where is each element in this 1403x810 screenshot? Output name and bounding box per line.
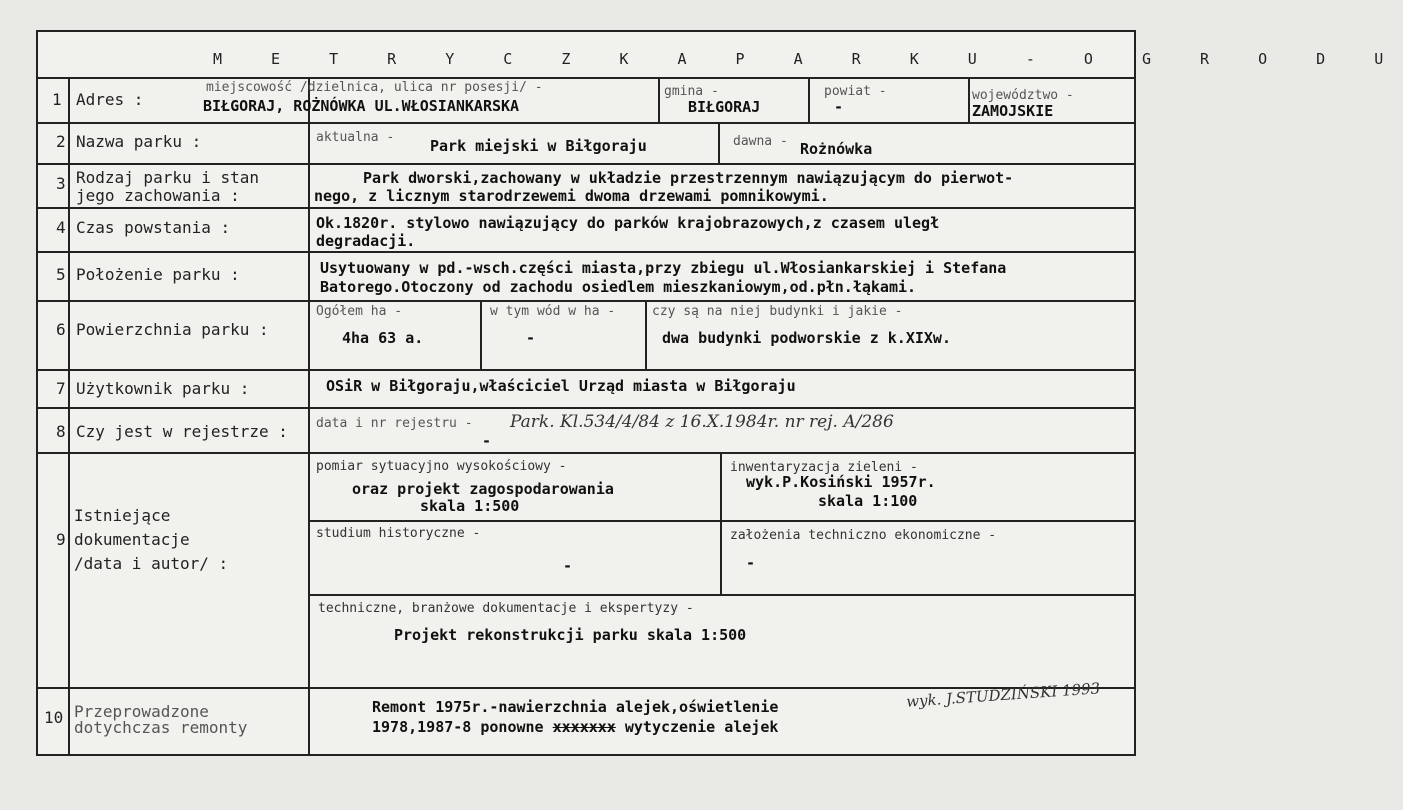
cell-divider [718, 122, 720, 163]
gmina-caption: gmina - [664, 84, 719, 99]
register-caption: data i nr rejestru - [316, 416, 473, 431]
cell-divider [808, 77, 810, 122]
cell-divider [658, 77, 660, 122]
row-number: 7 [56, 379, 66, 398]
repairs-text-line1: Remont 1975r.-nawierzchnia alejek,oświetlenie [372, 698, 779, 716]
gmina-value: BIŁGORAJ [688, 98, 761, 116]
register-label: Czy jest w rejestrze : [76, 422, 288, 441]
card-title: M E T R Y C Z K A P A R K U - O G R O D U [213, 50, 1403, 68]
cell-divider [480, 300, 482, 369]
greenery-inventory-line1: wyk.P.Kosiński 1957r. [746, 473, 936, 491]
location-label: Położenie parku : [76, 265, 240, 284]
voivodeship-caption: województwo - [972, 88, 1074, 103]
current-name-caption: aktualna - [316, 130, 395, 145]
park-type-text-line2: nego, z licznym starodrzewemi dwoma drzewami pomnikowymi. [314, 187, 829, 205]
cell-divider [645, 300, 647, 369]
park-record-card [36, 30, 1403, 756]
address-caption: miejscowość /dzielnica, ulica nr posesji/ - [206, 80, 543, 95]
row-divider [38, 163, 1134, 165]
park-name-label: Nazwa parku : [76, 132, 202, 151]
origin-time-text-line2: degradacji. [316, 232, 416, 250]
register-handwritten-entry: Park. Kl.534/4/84 z 16.X.1984r. nr rej. A/286 [510, 412, 894, 432]
row-number: 4 [56, 218, 66, 237]
technical-docs-value: Projekt rekonstrukcji parku skala 1:500 [394, 626, 747, 644]
row-number: 1 [52, 90, 62, 109]
buildings-value: dwa budynki podworskie z k.XIXw. [662, 329, 951, 347]
documentation-label-line2: dokumentacje [74, 530, 190, 549]
buildings-caption: czy są na niej budynki i jakie - [652, 304, 903, 319]
survey-line2: skala 1:500 [420, 497, 520, 515]
historical-study-value: - [563, 557, 573, 575]
repairs-label-line2: dotychczas remonty [74, 718, 248, 737]
former-name-caption: dawna - [733, 134, 788, 149]
struck-out-text: xxxxxxx [552, 718, 616, 736]
park-type-label-line1: Rodzaj parku i stan [76, 168, 260, 187]
park-type-label-line2: jego zachowania : [76, 186, 240, 205]
documentation-label-line3: /data i autor/ : [74, 554, 229, 573]
powiat-value: - [834, 98, 844, 116]
repairs-text-line2 [372, 718, 778, 736]
row-divider [38, 251, 1134, 253]
origin-time-text-line1: Ok.1820r. stylowo nawiązujący do parków krajobrazowych,z czasem uległ [316, 214, 940, 232]
total-area-caption: Ogółem ha - [316, 304, 403, 319]
row-number: 10 [44, 708, 64, 727]
location-text-line1: Usytuowany w pd.-wsch.części miasta,przy zbiegu ul.Włosiankarskiej i Stefana [320, 259, 1007, 277]
origin-time-label: Czas powstania : [76, 218, 231, 237]
row-number: 8 [56, 422, 66, 441]
powiat-caption: powiat - [824, 84, 887, 99]
tech-economic-value: - [746, 554, 756, 572]
documentation-label-line1: Istniejące [74, 506, 171, 525]
cell-divider [968, 77, 970, 122]
row-number: 3 [56, 174, 66, 193]
area-label: Powierzchnia parku : [76, 320, 269, 339]
row-number: 2 [56, 132, 66, 151]
current-name-value: Park miejski w Biłgoraju [430, 137, 647, 155]
repairs-text-part1: 1978,1987-8 ponowne [372, 718, 544, 736]
row-number: 6 [56, 320, 66, 339]
row-number: 9 [56, 530, 66, 549]
water-area-value: - [526, 329, 536, 347]
voivodeship-value: ZAMOJSKIE [972, 102, 1054, 120]
repairs-label-line1: Przeprowadzone [74, 702, 209, 721]
park-type-text-line1: Park dworski,zachowany w układzie przestrzennym nawiązującym do pierwot- [363, 169, 1014, 187]
survey-caption: pomiar sytuacyjno wysokościowy - [316, 459, 567, 474]
address-value: BIŁGORAJ, ROŻNÓWKA UL.WŁOSIANKARSKA [203, 97, 520, 115]
row-divider [38, 407, 1134, 409]
cell-divider [308, 594, 1134, 596]
author-signature: wyk. J.STUDZIŃSKI 1993 [905, 679, 1101, 711]
location-text-line2: Batorego.Otoczony od zachodu osiedlem mieszkaniowym,od.płn.łąkami. [320, 278, 917, 296]
row-divider [38, 207, 1134, 209]
user-value: OSiR w Biłgoraju,właściciel Urząd miasta w Biłgoraju [326, 377, 796, 395]
user-label: Użytkownik parku : [76, 379, 250, 398]
technical-docs-caption: techniczne, branżowe dokumentacje i ekspertyzy - [318, 601, 694, 616]
row-divider [38, 452, 1134, 454]
row-divider [38, 300, 1134, 302]
survey-line1: oraz projekt zagospodarowania [352, 480, 614, 498]
row-number: 5 [56, 265, 66, 284]
address-label: Adres : [76, 90, 144, 109]
register-dash: - [482, 432, 492, 450]
greenery-inventory-line2: skala 1:100 [818, 492, 918, 510]
repairs-text-part2: wytyczenie alejek [624, 718, 779, 736]
greenery-inventory-caption: inwentaryzacja zieleni - [730, 460, 918, 475]
former-name-value: Rożnówka [800, 140, 873, 158]
label-column-divider [308, 77, 310, 754]
row-divider [38, 122, 1134, 124]
historical-study-caption: studium historyczne - [316, 526, 481, 541]
number-column-divider [68, 77, 70, 754]
cell-divider [720, 452, 722, 594]
water-area-caption: w tym wód w ha - [490, 304, 616, 319]
total-area-value: 4ha 63 a. [342, 329, 424, 347]
tech-economic-caption: założenia techniczno ekonomiczne - [730, 528, 997, 543]
row-divider [38, 369, 1134, 371]
